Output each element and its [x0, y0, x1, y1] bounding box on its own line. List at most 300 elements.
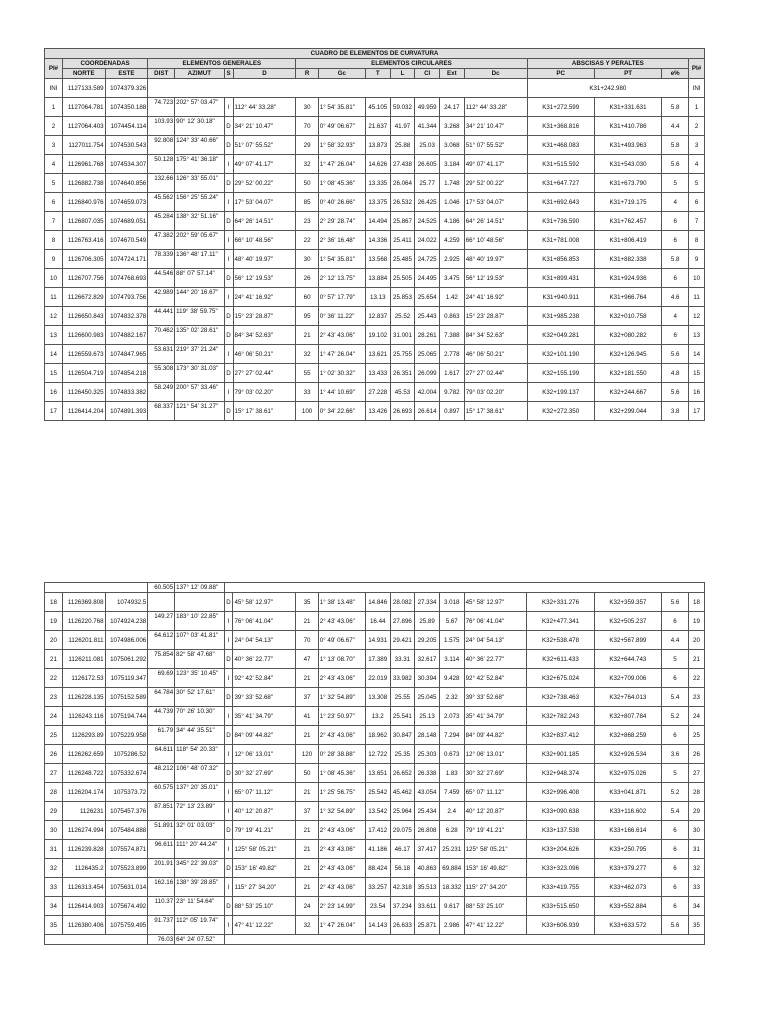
cell-s: D: [224, 212, 233, 231]
cell-d: 30° 32' 27.69": [233, 764, 296, 783]
cell-t: 12.722: [365, 745, 390, 764]
table-row: [45, 669, 705, 688]
cell-dc: 153° 16' 49.82": [464, 859, 527, 878]
cell-pi: 11: [45, 288, 63, 307]
cell-l: 37.234: [390, 897, 415, 916]
cell-t: 21.637: [365, 117, 390, 136]
cell-d: 39° 33' 52.68": [233, 688, 296, 707]
cell-t: 14.336: [365, 231, 390, 250]
cell-az-in: 126° 33' 55.01": [175, 174, 224, 193]
cell-ext: 9.428: [439, 669, 464, 688]
cell-pt: K31+806.419: [594, 231, 661, 250]
cell-e: 5: [662, 764, 689, 783]
cell-cl: 25.89: [415, 612, 440, 631]
group-coordenadas: COORDENADAS: [62, 59, 147, 69]
cell-pi-right: 25: [688, 726, 704, 745]
cell-este: 1075523.899: [105, 859, 148, 878]
cell-dc: 47° 41' 12.22": [464, 916, 527, 935]
cell-ext: 24.17: [440, 98, 465, 117]
ini-abscisa: K31+242.980: [527, 79, 689, 98]
cell-norte: 1126807.035: [62, 212, 105, 231]
cell-gc: 0° 49' 06.67": [318, 631, 365, 650]
cell-pi: 17: [45, 402, 63, 421]
table-row-top: [45, 583, 705, 593]
cell-e: 4.6: [662, 288, 689, 307]
cell-pi-right: 2: [689, 117, 705, 136]
cell-e: 5.4: [662, 802, 689, 821]
cell-az-in: 23° 11' 54.64": [175, 897, 224, 916]
cell-ext: 1.748: [440, 174, 465, 193]
cell-s: I: [224, 155, 233, 174]
cell-pt: K32+505.237: [594, 612, 661, 631]
cell-d: 35° 41' 34.79": [233, 707, 296, 726]
cell-pi-right: 35: [688, 916, 704, 935]
cell-norte: 1126706.305: [62, 250, 105, 269]
cell-pi-right: 27: [688, 764, 704, 783]
col-este: ESTE: [105, 69, 148, 79]
cell-dist-in: 78.339: [148, 250, 175, 269]
cell-r: 47: [296, 650, 318, 669]
table-row: [45, 174, 705, 193]
cell-d: 79° 03' 02.20": [233, 383, 296, 402]
cell-s: I: [224, 193, 233, 212]
cell-s: I: [224, 916, 233, 935]
cell-d: 84° 09' 44.82": [233, 726, 296, 745]
cell-cl: 25.303: [415, 745, 440, 764]
cell-s: D: [224, 688, 233, 707]
cell-pi-right: 6: [689, 193, 705, 212]
cell-pt: K31+543.030: [594, 155, 661, 174]
cell-ext: 5.67: [439, 612, 464, 631]
col-gc: Gc: [318, 69, 365, 79]
cell-e: 4.4: [662, 117, 689, 136]
cell-az-in: 82° 58' 47.68": [175, 650, 224, 669]
cell-ext: 1.42: [440, 288, 465, 307]
cell-pi-right: 19: [688, 612, 704, 631]
cell-t: 19.102: [365, 326, 390, 345]
cell-l: 25.52: [390, 307, 415, 326]
cell-dc: 46° 06' 50.21": [464, 345, 527, 364]
table-row: [45, 859, 705, 878]
cell-dist-in: 75.854: [148, 650, 175, 669]
cell-este: 1074724.171: [105, 250, 148, 269]
cell-norte: 1126231: [62, 802, 105, 821]
cell-gc: 0° 36' 11.22": [318, 307, 365, 326]
cell-e: 6: [662, 897, 689, 916]
table-row: [45, 688, 705, 707]
cell-pc: K32+101.190: [527, 345, 594, 364]
cell-e: 6: [662, 212, 689, 231]
cell-l: 29.075: [390, 821, 415, 840]
cell-norte: 1126672.829: [62, 288, 105, 307]
cell-s: D: [224, 117, 233, 136]
col-dist: DIST: [148, 69, 175, 79]
cell-pi-right: 28: [688, 783, 704, 802]
cell-dist-in: 58.249: [148, 383, 175, 402]
cell-t: 13.873: [365, 136, 390, 155]
cell-gc: 2° 43' 43.06": [318, 612, 365, 631]
cell-dc: 49° 07' 41.17": [464, 155, 527, 174]
cell-cl: 25.065: [415, 345, 440, 364]
cell-l: 33.982: [390, 669, 415, 688]
cell-pt: K32+764.013: [594, 688, 661, 707]
cell-l: 30.847: [390, 726, 415, 745]
cell-ext: 3.114: [439, 650, 464, 669]
cell-az-in: 90° 12' 30.18": [175, 117, 224, 136]
table-row: [45, 307, 705, 326]
cell-dc: 34° 21' 10.47": [464, 117, 527, 136]
cell-pi: 24: [45, 707, 63, 726]
cell-az-in: 138° 39' 28.85": [175, 878, 224, 897]
cell-dist-in: 74.723: [148, 98, 175, 117]
cell-norte: 1126380.406: [62, 916, 105, 935]
cell-pt: K32+644.743: [594, 650, 661, 669]
cell-cl: 26.099: [415, 364, 440, 383]
cell-r: 21: [296, 612, 318, 631]
cell-pt: K32+080.282: [594, 326, 661, 345]
cell-ext: 3.475: [440, 269, 465, 288]
cell-pc: K32+948.374: [527, 764, 594, 783]
cell-pi-right: 11: [689, 288, 705, 307]
cell-dist-in: 110.37: [148, 897, 175, 916]
cell-dc: 88° 53' 25.10": [464, 897, 527, 916]
table-row: [45, 726, 705, 745]
cell-l: 28.082: [390, 593, 415, 612]
cell-este: 1074932.5: [105, 593, 148, 612]
cell-e: 5.6: [662, 916, 689, 935]
cell-norte: 1126313.454: [62, 878, 105, 897]
cell-r: 60: [296, 288, 318, 307]
cell-pi: 14: [45, 345, 63, 364]
cell-gc: 2° 43' 43.06": [318, 878, 365, 897]
cell-ext: 2.32: [439, 688, 464, 707]
cell-norte: 1126763.416: [62, 231, 105, 250]
cell-d: 125° 58' 05.21": [233, 840, 296, 859]
cell-t: 33.257: [365, 878, 390, 897]
cell-az-in: 123° 35' 10.45": [175, 669, 224, 688]
cell-pi: 21: [45, 650, 63, 669]
cell-cl: 25.871: [415, 916, 440, 935]
cell-r: 100: [296, 402, 318, 421]
cell-pt: K32+181.550: [594, 364, 661, 383]
cell-l: 56.18: [390, 859, 415, 878]
cell-s: I: [224, 783, 233, 802]
cell-az-in: 70° 26' 10.30": [175, 707, 224, 726]
cell-pi: 16: [45, 383, 63, 402]
cell-e: 6: [662, 326, 689, 345]
cell-cl: 25.03: [415, 136, 440, 155]
cell-dist-in: 69.69: [148, 669, 175, 688]
cell-dist-in: [148, 593, 175, 612]
cell-cl: 37.417: [415, 840, 440, 859]
cell-pi: 7: [45, 212, 63, 231]
cell-este: 1074832.378: [105, 307, 148, 326]
cell-cl: 30.394: [415, 669, 440, 688]
cell-este: 1075119.347: [105, 669, 148, 688]
cell-t: 45.105: [365, 98, 390, 117]
cell-s: D: [224, 269, 233, 288]
cell-pi-right: 20: [688, 631, 704, 650]
cell-r: 55: [296, 364, 318, 383]
cell-pi-right: 8: [689, 231, 705, 250]
cell-gc: 2° 43' 43.06": [318, 726, 365, 745]
table-row: [45, 878, 705, 897]
cell-cl: 25.13: [415, 707, 440, 726]
cell-pt: K31+493.963: [594, 136, 661, 155]
ini-pi-right: INI: [689, 79, 705, 98]
cell-az-in: 34° 44' 35.51": [175, 726, 224, 745]
cell-pt: K33+116.602: [594, 802, 661, 821]
cell-pi: 10: [45, 269, 63, 288]
cell-ext: 2.073: [439, 707, 464, 726]
cell-az-in: 118° 54' 20.33": [175, 745, 224, 764]
cell-az-in: 137° 20' 35.01": [175, 783, 224, 802]
table-row: [45, 364, 705, 383]
cell-norte: 1127064.781: [62, 98, 105, 117]
cell-dist-in: 87.851: [148, 802, 175, 821]
cell-d: 76° 06' 41.04": [233, 612, 296, 631]
cell-dc: 40° 12' 20.87": [464, 802, 527, 821]
curvature-table-1: [44, 48, 705, 421]
cell-pi: 32: [45, 859, 63, 878]
cell-e: 6: [662, 726, 689, 745]
table-row: [45, 593, 705, 612]
cell-este: 1074670.549: [105, 231, 148, 250]
cell-e: 5.6: [662, 345, 689, 364]
cell-norte: 1126248.722: [62, 764, 105, 783]
cell-pi-right: 23: [688, 688, 704, 707]
cell-dc: 17° 53' 04.07": [464, 193, 527, 212]
cell-ext: 9.617: [439, 897, 464, 916]
cell-e: 4.4: [662, 631, 689, 650]
cell-d: 88° 53' 25.10": [233, 897, 296, 916]
cell-t: 13.621: [365, 345, 390, 364]
cell-pc: K31+515.592: [527, 155, 594, 174]
cell-az-in: 175° 41' 36.18": [175, 155, 224, 174]
cell-ext: 1.83: [439, 764, 464, 783]
cell-l: 26.652: [390, 764, 415, 783]
cell-az-in: 138° 32' 51.16": [175, 212, 224, 231]
cell-l: 45.53: [390, 383, 415, 402]
bottom-empty-right: [224, 935, 704, 945]
cell-e: 3.6: [662, 745, 689, 764]
cell-r: 24: [296, 897, 318, 916]
cell-az-in: 219° 37' 21.24": [175, 345, 224, 364]
cell-pi-right: 18: [688, 593, 704, 612]
cell-dist-in: 48.212: [148, 764, 175, 783]
cell-l: 33.31: [390, 650, 415, 669]
group-generales: ELEMENTOS GENERALES: [148, 59, 296, 69]
cell-cl: 43.054: [415, 783, 440, 802]
cell-gc: 0° 57' 17.79": [318, 288, 365, 307]
cell-r: 85: [296, 193, 318, 212]
cell-cl: 29.205: [415, 631, 440, 650]
cell-pt: K32+567.899: [594, 631, 661, 650]
cell-t: 88.424: [365, 859, 390, 878]
cell-este: 1075229.958: [105, 726, 148, 745]
cell-s: D: [224, 897, 233, 916]
cell-dc: 92° 42' 52.84": [464, 669, 527, 688]
cell-pc: K32+331.276: [527, 593, 594, 612]
cell-t: 41.186: [365, 840, 390, 859]
cell-l: 25.35: [390, 745, 415, 764]
cell-ext: 7.459: [439, 783, 464, 802]
cell-pc: K33+419.755: [527, 878, 594, 897]
cell-norte: 1126504.719: [62, 364, 105, 383]
cell-az-in: 106° 48' 07.32": [175, 764, 224, 783]
cell-dc: 79° 19' 41.21": [464, 821, 527, 840]
cell-s: D: [224, 326, 233, 345]
table-row: [45, 821, 705, 840]
cell-este: 1074689.051: [105, 212, 148, 231]
cell-t: 23.54: [365, 897, 390, 916]
cell-norte: 1126369.808: [62, 593, 105, 612]
cell-pi: 9: [45, 250, 63, 269]
cell-dc: 125° 58' 05.21": [464, 840, 527, 859]
table-row: [45, 840, 705, 859]
cell-pc: K32+538.478: [527, 631, 594, 650]
col-pc: PC: [527, 69, 594, 79]
cell-pi-right: 4: [689, 155, 705, 174]
cell-norte: 1126239.828: [62, 840, 105, 859]
top-dist: 60.505: [148, 583, 175, 593]
cell-az-in: 107° 03' 41.81": [175, 631, 224, 650]
cell-t: 14.931: [365, 631, 390, 650]
cell-cl: 26.808: [415, 821, 440, 840]
cell-e: 4.8: [662, 364, 689, 383]
cell-dist-in: 64.612: [148, 631, 175, 650]
cell-gc: 1° 38' 13.48": [318, 593, 365, 612]
cell-gc: 1° 47' 26.04": [318, 916, 365, 935]
cell-az-in: 121° 54' 31.27": [175, 402, 224, 421]
cell-ext: 3.068: [440, 136, 465, 155]
cell-e: 6: [662, 269, 689, 288]
cell-dist-in: 64.784: [148, 688, 175, 707]
cell-pi: 33: [45, 878, 63, 897]
cell-pc: K31+647.727: [527, 174, 594, 193]
cell-cl: 25.434: [415, 802, 440, 821]
cell-pi: 19: [45, 612, 63, 631]
cell-este: 1074454.114: [105, 117, 148, 136]
cell-dc: 15° 23' 28.87": [464, 307, 527, 326]
cell-cl: 24.495: [415, 269, 440, 288]
cell-cl: 25.045: [415, 688, 440, 707]
cell-cl: 40.863: [415, 859, 440, 878]
cell-dist-in: 60.575: [148, 783, 175, 802]
cell-t: 13.308: [365, 688, 390, 707]
cell-cl: 35.513: [415, 878, 440, 897]
ini-pi: INI: [45, 79, 63, 98]
cell-gc: 1° 32' 54.89": [318, 802, 365, 821]
table-row: [45, 764, 705, 783]
cell-pt: K32+926.534: [594, 745, 661, 764]
cell-pc: K31+940.911: [527, 288, 594, 307]
cell-s: D: [224, 364, 233, 383]
cell-d: 92° 42' 52.84": [233, 669, 296, 688]
cell-norte: 1126450.325: [62, 383, 105, 402]
cell-r: 21: [296, 821, 318, 840]
cell-norte: 1126414.204: [62, 402, 105, 421]
cell-pi: 8: [45, 231, 63, 250]
cell-d: 45° 58' 12.97": [233, 593, 296, 612]
cell-d: 12° 06' 13.01": [233, 745, 296, 764]
cell-pc: K31+899.431: [527, 269, 594, 288]
cell-pi: 30: [45, 821, 63, 840]
cell-gc: 2° 43' 43.06": [318, 326, 365, 345]
cell-dist-in: 51.891: [148, 821, 175, 840]
cell-este: 1075373.72: [105, 783, 148, 802]
cell-norte: 1126204.174: [62, 783, 105, 802]
cell-r: 41: [296, 707, 318, 726]
cell-dc: 112° 44' 33.28": [464, 98, 527, 117]
table-row: [45, 383, 705, 402]
cell-norte: 1126435.2: [62, 859, 105, 878]
cell-norte: 1126211.081: [62, 650, 105, 669]
cell-cl: 42.004: [415, 383, 440, 402]
cell-pi-right: 21: [688, 650, 704, 669]
cell-r: 29: [296, 136, 318, 155]
table-row: [45, 802, 705, 821]
cell-gc: 1° 47' 26.04": [318, 155, 365, 174]
cell-t: 13.568: [365, 250, 390, 269]
cell-pt: K31+331.631: [594, 98, 661, 117]
cell-pt: K32+299.044: [594, 402, 661, 421]
cell-este: 1075631.014: [105, 878, 148, 897]
col-r: R: [296, 69, 318, 79]
table-row: [45, 783, 705, 802]
cell-t: 13.542: [365, 802, 390, 821]
cell-pt: K31+410.786: [594, 117, 661, 136]
cell-e: 6: [662, 612, 689, 631]
cell-pi: 3: [45, 136, 63, 155]
cell-s: D: [224, 650, 233, 669]
cell-gc: 2° 29' 28.74": [318, 212, 365, 231]
cell-cl: 26.605: [415, 155, 440, 174]
cell-dist-in: 50.128: [148, 155, 175, 174]
cell-pi: 34: [45, 897, 63, 916]
cell-l: 27.438: [390, 155, 415, 174]
cell-pt: K31+966.764: [594, 288, 661, 307]
cell-e: 5.8: [662, 136, 689, 155]
cell-pi-right: 5: [689, 174, 705, 193]
cell-ext: 9.782: [440, 383, 465, 402]
cell-az-in: 183° 10' 22.85": [175, 612, 224, 631]
cell-gc: 0° 49' 06.67": [318, 117, 365, 136]
cell-cl: 26.425: [415, 193, 440, 212]
cell-ext: 2.925: [440, 250, 465, 269]
cell-t: 13.426: [365, 402, 390, 421]
cell-l: 26.532: [390, 193, 415, 212]
cell-dist-in: 44.739: [148, 707, 175, 726]
ini-este: 1074379.326: [105, 79, 148, 98]
cell-r: 37: [296, 802, 318, 821]
cell-dist-in: 96.611: [148, 840, 175, 859]
cell-dc: 45° 58' 12.97": [464, 593, 527, 612]
cell-az-in: 32° 01' 03.03": [175, 821, 224, 840]
cell-gc: 1° 47' 26.04": [318, 345, 365, 364]
cell-r: 95: [296, 307, 318, 326]
cell-pi: 25: [45, 726, 63, 745]
cell-l: 26.693: [390, 402, 415, 421]
cell-d: 48° 40' 19.97": [233, 250, 296, 269]
cell-d: 40° 36' 22.77": [233, 650, 296, 669]
cell-gc: 1° 13' 08.70": [318, 650, 365, 669]
cell-pi: 31: [45, 840, 63, 859]
cell-r: 23: [296, 212, 318, 231]
cell-r: 33: [296, 383, 318, 402]
table-row: [45, 707, 705, 726]
cell-pc: K31+368.816: [527, 117, 594, 136]
